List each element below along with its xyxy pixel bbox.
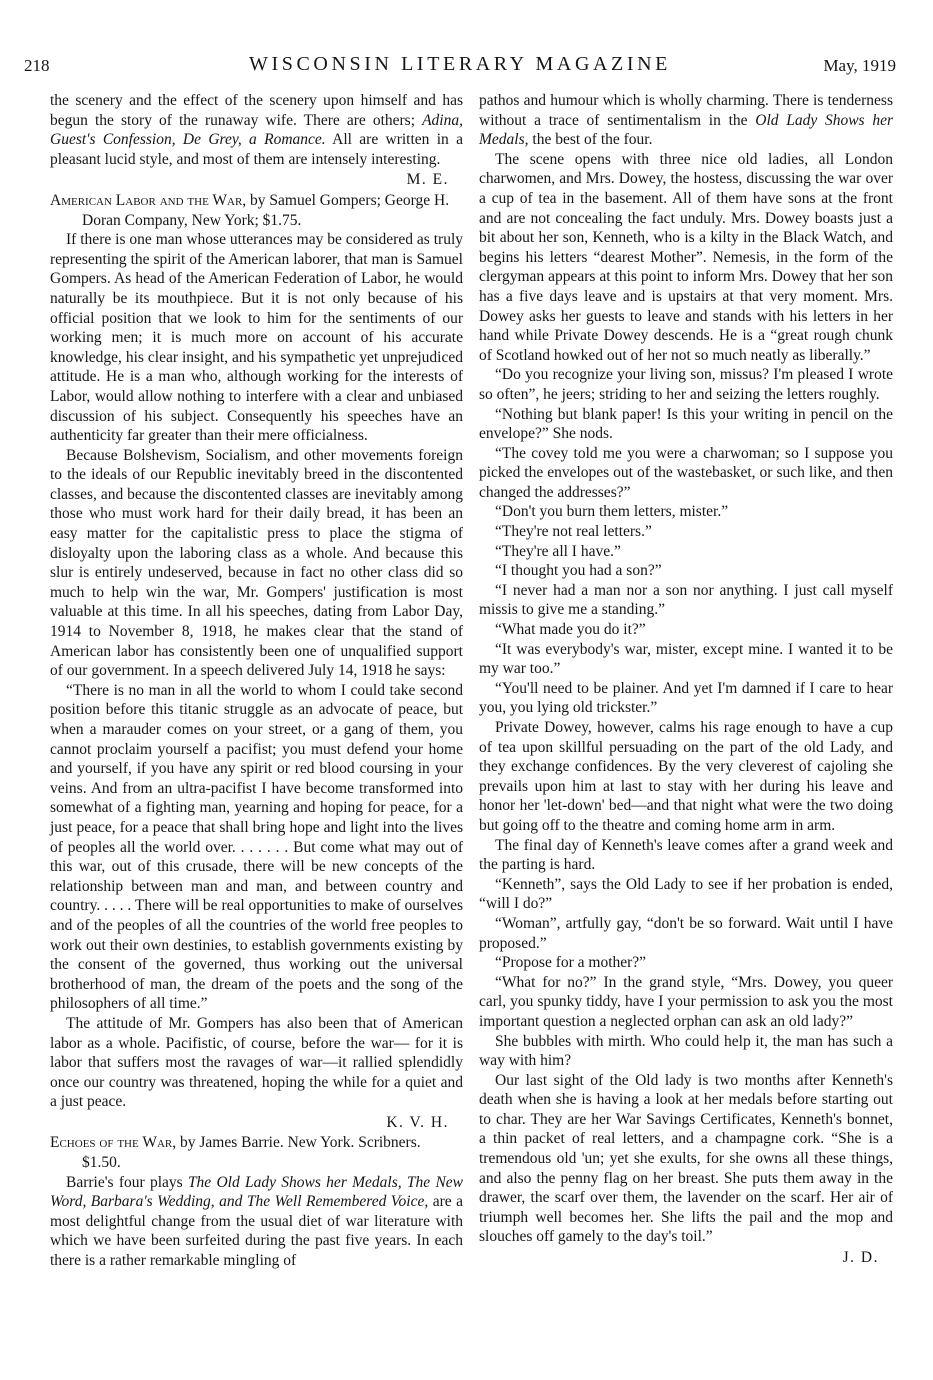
dialogue-line: “The covey told me you were a charwoman; so I suppose you picked the envelopes out of the wastebasket, or such like, and then changed the addresses?”: [479, 444, 893, 501]
dialogue-line: “I thought you had a son?”: [495, 562, 662, 580]
magazine-title: WISCONSIN LITERARY MAGAZINE: [249, 53, 671, 75]
paragraph-barrie-1: Barrie's four plays The Old Lady Shows her Medals, The New Word, Barbara's Wedding, and The Well Remembered Voice, are a most delightful change from the usual diet of war literature with which we have been surfeited during the past five years. In each there is a rather remarkable mingling of: [50, 1173, 463, 1270]
review-heading-barrie: Echoes of the War, by James Barrie. New York. Scribners. $1.50.: [50, 1134, 421, 1172]
dialogue-line: “Propose for a mother?”: [495, 954, 647, 972]
paragraph-final-day: The final day of Kenneth's leave comes after a grand week and the parting is hard.: [479, 836, 893, 874]
book-title-american-labor: American Labor and the War,: [50, 191, 247, 209]
page-number: 218: [24, 56, 50, 75]
signature-me: M. E.: [406, 171, 449, 189]
dialogue-line: “Nothing but blank paper! Is this your writing in pencil on the envelope?” She nods.: [479, 405, 893, 443]
paragraph-private-dowey: Private Dowey, however, calms his rage enough to have a cup of tea upon skillful persuading on the part of the old Lady, and they exchange confidences. By the very cleverest of cajoling she prevails upon him at last to stay with her during his leave and honor her 'let-down' bed—and that night what were the two doing but going off to the theatre and coming home arm in arm.: [479, 719, 893, 834]
play-title-old-lady: Old Lady Shows her Medals,: [479, 111, 893, 149]
paragraph-last-sight: Our last sight of the Old lady is two months after Kenneth's death when she is having a look at her medals before starting out to char. They are her War Savings Certificates, Kenneth's bonnet, a thin packet of real letters, and a champagne cork. “She is a tremendous old 'un; yet she exults, for she owns all these things, and also the penny flag on her breast. She puts them away in the drawer, the scarf over them, the lavender on the scarf. Her air of triumph well becomes her. She lifts the pail and the mop and slouches off gamely to the day's toil.”: [479, 1071, 893, 1246]
review-heading-gompers: American Labor and the War, by Samuel Gompers; George H. Doran Company, New York; $1.75.: [50, 191, 450, 229]
paragraph-scene: The scene opens with three nice old ladies, all London charwomen, and Mrs. Dowey, the hostess, discussing the war over a cup of tea in the basement. All of them have sons at the front and are not concealing the fact unduly. Mrs. Dowey boasts just a bit about her son, Kenneth, who is a kilty in the Black Watch, and begins his letters “dearest Mother”. Nemesis, in the form of the clergyman appears at this point to inform Mrs. Dowey that her son has a five days leave and is upstairs at that very moment. Mrs. Dowey asks her guests to leave and stands with his letters in her hand while Private Dowey descends. He is a “great rough chunk of Scotland howked out of her not so much neatly as liberally.”: [479, 150, 893, 364]
dialogue-line: “Kenneth”, says the Old Lady to see if her probation is ended, “will I do?”: [479, 875, 893, 913]
signature-kvh: K. V. H.: [386, 1113, 449, 1131]
dialogue-line: “What for no?” In the grand style, “Mrs. Dowey, you queer carl, you spunky tiddy, have I your permission to ask you the most important question a neglected orphan can ask an old lady?”: [479, 973, 893, 1030]
dialogue-line: “They're not real letters.”: [495, 523, 652, 541]
dialogue-line: “What made you do it?”: [495, 621, 646, 639]
right-column: [479, 91, 893, 1268]
paragraph-barrie-continued: pathos and humour which is wholly charming. There is tenderness without a trace of sentimentalism in the Old Lady Shows her Medals, the best of the four.: [479, 92, 893, 149]
paragraph-mirth: She bubbles with mirth. Who could help it, the man has such a way with him?: [479, 1032, 893, 1070]
dialogue-line: “It was everybody's war, mister, except mine. I wanted it to be my war too.”: [479, 640, 893, 678]
intro-paragraph: the scenery and the effect of the scenery upon himself and has begun the story of the runaway wife. There are others; Adina, Guest's Confession, De Grey, a Romance. All are written in a pleasant lucid style, and most of them are intensely interesting.: [50, 92, 464, 168]
dialogue-line: “They're all I have.”: [495, 542, 621, 560]
paragraph-gompers-2: Because Bolshevism, Socialism, and other movements foreign to the ideals of our Republic inevitably breed in the discontented classes, and because the discontented classes are inevitably among those who must work hard for their daily bread, it has been an easy matter for the capitalistic press to place the stigma of disloyalty upon the laboring class as a whole. And because this slur is entirely undeserved, because in fact no other class did so much to help win the war, Mr. Gompers' justification is most valuable at this time. In all his speeches, dating from Labor Day, 1914 to November 8, 1918, he makes clear that the stand of American labor has consistently been one of unqualified support of our government. In a speech delivered July 14, 1918 he says:: [50, 446, 463, 680]
paragraph-gompers-1: If there is one man whose utterances may be considered as truly representing the spirit of the American laborer, that man is Samuel Gompers. As head of the American Federation of Labor, he would naturally be its mouthpiece. But it is not only because of his official position that we look to him for the sentiments of our working men; it is much more on account of his accurate knowledge, his clear insight, and his sympathetic yet unprejudiced attitude. He is a man who, although working for the interests of Labor, would allow nothing to interfere with a clear and unbiased discussion of his subject. Consequently his speeches have an authenticity far greater than their mere officialness.: [50, 231, 463, 445]
dialogue-line: “Woman”, artfully gay, “don't be so forward. Wait until I have proposed.”: [479, 914, 893, 952]
dialogue-line: “I never had a man nor a son nor anything. I just call myself missis to give me a standing.”: [479, 581, 893, 619]
signature-jd: J. D.: [842, 1249, 879, 1267]
issue-date: May, 1919: [823, 56, 896, 75]
dialogue-line: “Do you recognize your living son, missus? I'm pleased I wrote so often”, he jeers; striding to her and seizing the letters roughly.: [479, 366, 893, 403]
dialogue-line: “You'll need to be plainer. And yet I'm damned if I care to hear you, you lying old trickster.”: [479, 679, 893, 717]
play-titles: The Old Lady Shows her Medals, The New Word, Barbara's Wedding, and The Well Remembered Voice,: [50, 1173, 463, 1211]
paragraph-gompers-3: The attitude of Mr. Gompers has also been that of American labor as a whole. Pacifistic, of course, before the war— for it is labor that suffers most the ravages of war—it rallied splendidly once our country was threatened, hoping the while for a quiet and a just peace.: [50, 1014, 463, 1111]
intro-book-titles: Adina, Guest's Confession, De Grey, a Romance.: [50, 111, 463, 149]
book-title-echoes-of-the-war: Echoes of the War,: [50, 1134, 177, 1152]
left-column: [50, 91, 463, 1271]
gompers-quote: “There is no man in all the world to whom I could take second position before this titanic struggle as an advocate of peace, but when a marauder comes on your street, or a gang of them, you cannot proclaim yourself a pacifist; you must defend your home and yourself, if you have any spirit or red blood coursing in your veins. And from an ultra-pacifist I have become transformed into somewhat of a fighting man, yearning and hoping for peace, for a just peace, for a peace that shall bring hope and light into the lives of peoples all the world over. . . . . . . But come what may out of this war, out of this crusade, there will be new concepts of the relationship between man and man, and between country and country. . . . . There will be real opportunities to make of ourselves and of the peoples of all the countries of the world free peoples to work out their own destinies, to establish governments existing by the consent of the governed, thus working out the universal brotherhood of man, the dream of the poets and the song of the philosophers of all time.”: [50, 681, 463, 1013]
page-header: [24, 53, 896, 82]
dialogue-line: “Don't you burn them letters, mister.”: [495, 503, 729, 521]
